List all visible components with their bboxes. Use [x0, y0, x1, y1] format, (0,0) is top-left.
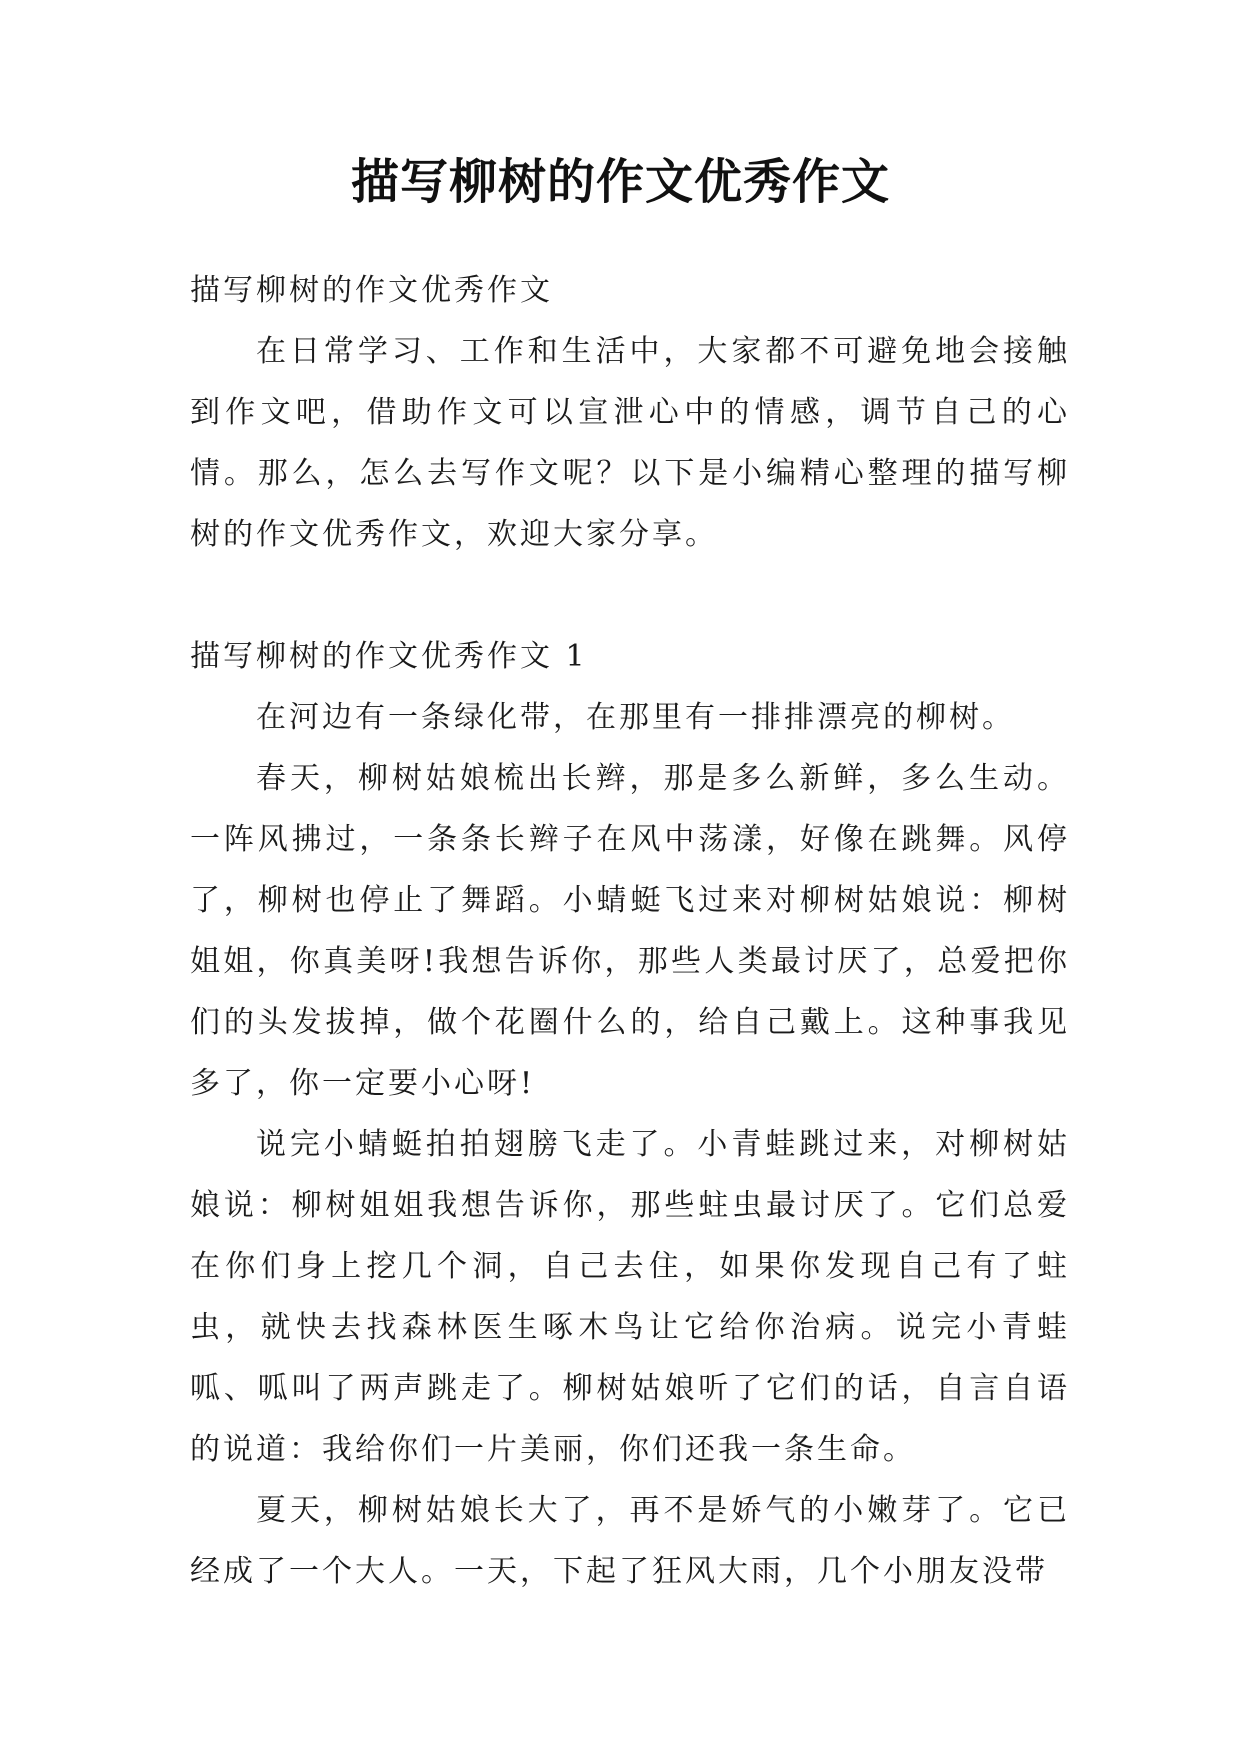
- paragraph-2: 春天，柳树姑娘梳出长辫，那是多么新鲜，多么生动。一阵风拂过，一条条长辫子在风中荡漾，好像在跳舞。风停了，柳树也停止了舞蹈。小蜻蜓飞过来对柳树姑娘说：柳树姐姐，你真美呀!我想告诉你，那些人类最讨厌了，总爱把你们的头发拔掉，做个花圈什么的，给自己戴上。这种事我见多了，你一定要小心呀!: [190, 761, 1070, 1101]
- paragraph-1: 在河边有一条绿化带，在那里有一排排漂亮的柳树。: [256, 700, 1015, 735]
- section-spacer: [190, 565, 1070, 626]
- paragraph-3: 说完小蜻蜓拍拍翅膀飞走了。小青蛙跳过来，对柳树姑娘说：柳树姐姐我想告诉你，那些蛀虫最讨厌了。它们总爱在你们身上挖几个洞，自己去住，如果你发现自己有了蛀虫，就快去找森林医生啄木鸟让它给你治病。说完小青蛙呱、呱叫了两声跳走了。柳树姑娘听了它们的话，自言自语的说道：我给你们一片美丽，你们还我一条生命。: [190, 1127, 1070, 1467]
- section-heading: 描写柳树的作文优秀作文 1: [190, 639, 588, 674]
- intro-heading: 描写柳树的作文优秀作文: [190, 273, 553, 308]
- paragraph-4: 夏天，柳树姑娘长大了，再不是娇气的小嫩芽了。它已经成了一个大人。一天，下起了狂风大雨，几个小朋友没带: [190, 1493, 1070, 1589]
- document-title: 描写柳树的作文优秀作文: [350, 154, 890, 210]
- document-body: [190, 260, 1070, 1602]
- intro-paragraph: 在日常学习、工作和生活中，大家都不可避免地会接触到作文吧，借助作文可以宣泄心中的情感，调节自己的心情。那么，怎么去写作文呢？以下是小编精心整理的描写柳树的作文优秀作文，欢迎大家分享。: [190, 334, 1070, 552]
